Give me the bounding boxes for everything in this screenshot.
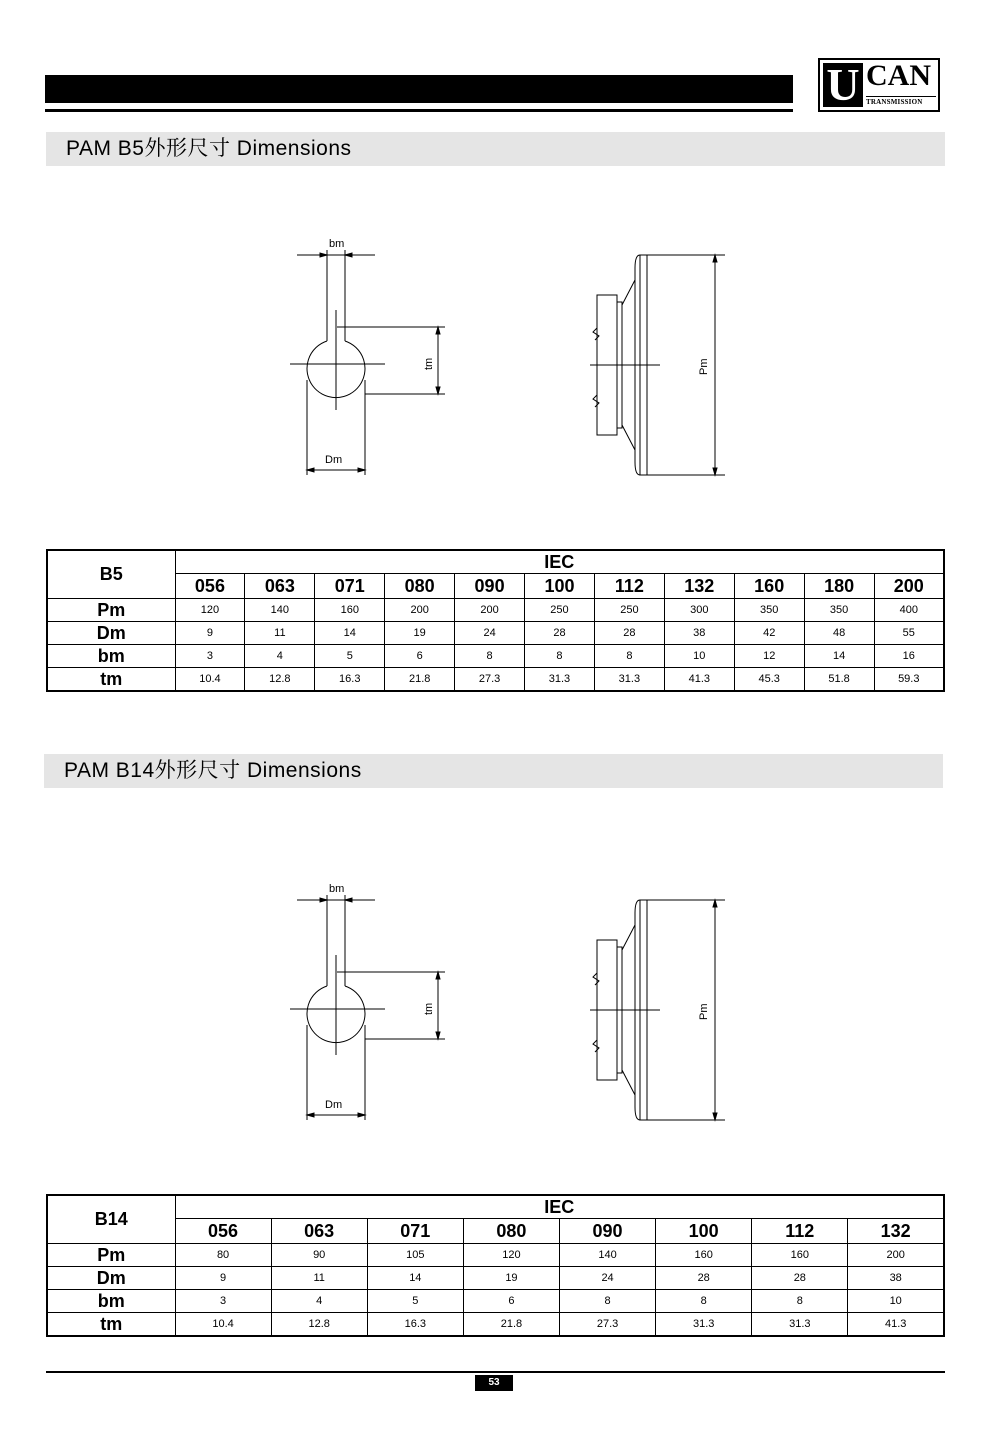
table-cell: 200 [455, 599, 525, 622]
section-title-b14: PAM B14外形尺寸 Dimensions [44, 754, 943, 788]
table-cell: 59.3 [874, 668, 944, 692]
table-cell: 28 [752, 1267, 848, 1290]
table-cell: 8 [594, 645, 664, 668]
label-pm: Pm [698, 1003, 710, 1020]
size-header: 071 [315, 574, 385, 599]
header-bar [45, 75, 793, 103]
label-pm: Pm [698, 358, 710, 375]
table-cell: 10.4 [175, 668, 245, 692]
table-cell: 350 [734, 599, 804, 622]
table-row [47, 645, 944, 668]
table-cell: 19 [385, 622, 455, 645]
table-cell: 10.4 [175, 1313, 271, 1337]
label-bm: bm [329, 238, 345, 250]
logo-letter: U [823, 63, 863, 107]
table-row [47, 622, 944, 645]
table-cell: 4 [245, 645, 315, 668]
table-row [47, 1290, 944, 1313]
table-cell: 8 [656, 1290, 752, 1313]
table-corner: B5 [47, 550, 175, 599]
size-header: 080 [385, 574, 455, 599]
table-cell: 12.8 [271, 1313, 367, 1337]
table-cell: 8 [455, 645, 525, 668]
size-header: 056 [175, 574, 245, 599]
table-cell: 16.3 [315, 668, 385, 692]
shaft-section-drawing-b5 [285, 235, 460, 480]
table-cell: 250 [525, 599, 595, 622]
table-cell: 9 [175, 622, 245, 645]
page-number: 53 [475, 1375, 513, 1391]
table-cell: 80 [175, 1244, 271, 1267]
table-cell: 5 [367, 1290, 463, 1313]
label-bm: bm [329, 883, 345, 895]
table-row [47, 668, 944, 692]
table-cell: 11 [245, 622, 315, 645]
table-cell: 41.3 [664, 668, 734, 692]
table-cell: 8 [752, 1290, 848, 1313]
table-cell: 160 [752, 1244, 848, 1267]
table-cell: 48 [804, 622, 874, 645]
size-header: 100 [525, 574, 595, 599]
size-header: 071 [367, 1219, 463, 1244]
table-cell: 9 [175, 1267, 271, 1290]
table-cell: 90 [271, 1244, 367, 1267]
dimensions-table-b14 [46, 1194, 945, 1337]
table-cell: 300 [664, 599, 734, 622]
table-cell: 27.3 [455, 668, 525, 692]
table-cell: 51.8 [804, 668, 874, 692]
row-label: Dm [47, 622, 175, 645]
table-cell: 250 [594, 599, 664, 622]
table-cell: 14 [367, 1267, 463, 1290]
table-cell: 11 [271, 1267, 367, 1290]
table-cell: 28 [594, 622, 664, 645]
table-cell: 24 [455, 622, 525, 645]
table-cell: 3 [175, 1290, 271, 1313]
size-header: 063 [245, 574, 315, 599]
size-header: 180 [804, 574, 874, 599]
size-header: 090 [455, 574, 525, 599]
size-header: 112 [594, 574, 664, 599]
size-header: 100 [656, 1219, 752, 1244]
footer-rule [46, 1371, 945, 1373]
table-cell: 16.3 [367, 1313, 463, 1337]
table-cell: 3 [175, 645, 245, 668]
flange-side-view-b5 [585, 250, 735, 480]
table-row [47, 599, 944, 622]
table-cell: 21.8 [385, 668, 455, 692]
size-header: 063 [271, 1219, 367, 1244]
table-cell: 120 [175, 599, 245, 622]
table-cell: 160 [315, 599, 385, 622]
table-cell: 16 [874, 645, 944, 668]
table-cell: 21.8 [463, 1313, 559, 1337]
logo-brand: CAN [866, 59, 931, 92]
table-cell: 4 [271, 1290, 367, 1313]
table-cell: 31.3 [525, 668, 595, 692]
logo-tagline: TRANSMISSION [866, 96, 936, 107]
table-cell: 140 [245, 599, 315, 622]
table-cell: 19 [463, 1267, 559, 1290]
table-cell: 38 [848, 1267, 944, 1290]
size-header: 112 [752, 1219, 848, 1244]
row-label: Dm [47, 1267, 175, 1290]
size-header: 056 [175, 1219, 271, 1244]
size-header: 132 [664, 574, 734, 599]
table-cell: 140 [560, 1244, 656, 1267]
table-cell: 31.3 [752, 1313, 848, 1337]
table-cell: 350 [804, 599, 874, 622]
table-cell: 10 [848, 1290, 944, 1313]
table-cell: 120 [463, 1244, 559, 1267]
label-dm: Dm [325, 1099, 343, 1111]
size-header: 200 [874, 574, 944, 599]
iec-header: IEC [175, 550, 944, 574]
table-cell: 28 [525, 622, 595, 645]
section-title-b5: PAM B5外形尺寸 Dimensions [46, 132, 945, 166]
row-label: bm [47, 645, 175, 668]
table-corner: B14 [47, 1195, 175, 1244]
table-row [47, 1244, 944, 1267]
size-header: 132 [848, 1219, 944, 1244]
table-cell: 55 [874, 622, 944, 645]
label-tm: tm [423, 1002, 435, 1015]
table-row [47, 1267, 944, 1290]
table-cell: 10 [664, 645, 734, 668]
table-cell: 28 [656, 1267, 752, 1290]
table-cell: 6 [385, 645, 455, 668]
table-cell: 45.3 [734, 668, 804, 692]
table-cell: 42 [734, 622, 804, 645]
table-cell: 27.3 [560, 1313, 656, 1337]
table-cell: 38 [664, 622, 734, 645]
table-cell: 5 [315, 645, 385, 668]
table-cell: 400 [874, 599, 944, 622]
size-header: 160 [734, 574, 804, 599]
table-cell: 41.3 [848, 1313, 944, 1337]
ucan-logo [818, 58, 940, 112]
iec-header: IEC [175, 1195, 944, 1219]
row-label: bm [47, 1290, 175, 1313]
size-header: 080 [463, 1219, 559, 1244]
table-cell: 12.8 [245, 668, 315, 692]
row-label: Pm [47, 599, 175, 622]
table-cell: 12 [734, 645, 804, 668]
shaft-section-drawing-b14 [285, 880, 460, 1125]
header-rule [45, 109, 793, 112]
table-cell: 31.3 [594, 668, 664, 692]
table-cell: 6 [463, 1290, 559, 1313]
label-dm: Dm [325, 454, 343, 466]
table-cell: 14 [804, 645, 874, 668]
label-tm: tm [423, 357, 435, 370]
table-cell: 200 [385, 599, 455, 622]
row-label: Pm [47, 1244, 175, 1267]
table-cell: 8 [560, 1290, 656, 1313]
table-cell: 200 [848, 1244, 944, 1267]
table-row [47, 1313, 944, 1337]
size-header: 090 [560, 1219, 656, 1244]
table-cell: 14 [315, 622, 385, 645]
table-cell: 31.3 [656, 1313, 752, 1337]
table-cell: 8 [525, 645, 595, 668]
table-cell: 24 [560, 1267, 656, 1290]
table-cell: 105 [367, 1244, 463, 1267]
row-label: tm [47, 668, 175, 692]
row-label: tm [47, 1313, 175, 1337]
table-cell: 160 [656, 1244, 752, 1267]
flange-side-view-b14 [585, 895, 735, 1125]
dimensions-table-b5 [46, 549, 945, 692]
